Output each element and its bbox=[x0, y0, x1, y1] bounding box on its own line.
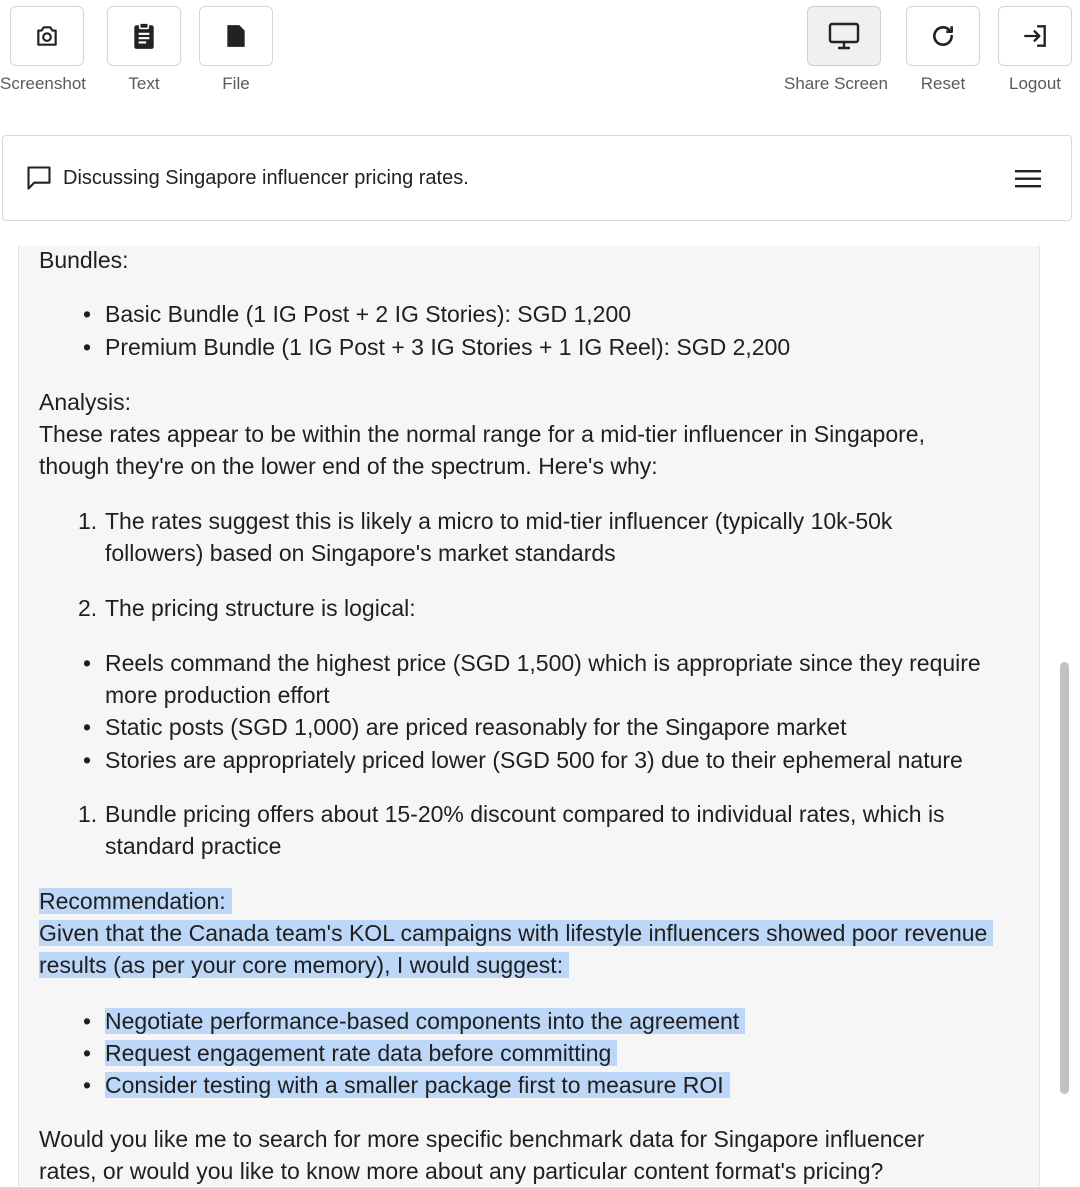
text-label: Text bbox=[128, 74, 160, 93]
bullet-dot: • bbox=[83, 301, 92, 327]
recommendation-line bbox=[39, 949, 569, 981]
screenshot-tool[interactable] bbox=[0, 6, 86, 94]
analysis-line: though they're on the lower end of the spectrum. Here's why: bbox=[39, 453, 658, 479]
file-button[interactable] bbox=[199, 6, 273, 66]
refresh-icon bbox=[930, 23, 956, 49]
list-number: 1. bbox=[78, 801, 98, 827]
analysis-line: These rates appear to be within the normal range for a mid-tier influencer in Singapore, bbox=[39, 421, 925, 447]
hamburger-menu-icon[interactable] bbox=[1015, 168, 1043, 190]
analysis-point: The rates suggest this is likely a micro to mid-tier influencer (typically 10k-50k bbox=[105, 508, 893, 534]
bullet-dot: • bbox=[83, 650, 92, 676]
file-icon bbox=[225, 23, 247, 49]
selected-text: Given that the Canada team's KOL campaigns with lifestyle influencers showed poor revenue bbox=[39, 920, 993, 946]
logout-icon bbox=[1021, 23, 1049, 49]
bullet-dot: • bbox=[83, 714, 92, 740]
chat-header bbox=[2, 135, 1072, 221]
screenshot-button[interactable] bbox=[10, 6, 84, 66]
suggestion-item bbox=[105, 1069, 730, 1101]
analysis-point: followers) based on Singapore's market standards bbox=[105, 540, 616, 566]
pricing-item: Static posts (SGD 1,000) are priced reasonably for the Singapore market bbox=[105, 714, 847, 740]
share-screen-tool[interactable] bbox=[784, 6, 888, 94]
scrollbar-thumb[interactable] bbox=[1060, 662, 1069, 1094]
bullet-dot: • bbox=[83, 334, 92, 360]
toolbar bbox=[0, 0, 1080, 120]
analysis-heading: Analysis: bbox=[39, 389, 132, 415]
file-label: File bbox=[222, 74, 250, 93]
analysis-point: standard practice bbox=[105, 833, 282, 859]
logout-tool[interactable] bbox=[998, 6, 1072, 94]
selected-text: Consider testing with a smaller package first to measure ROI bbox=[105, 1072, 730, 1098]
bullet-dot: • bbox=[83, 1008, 92, 1034]
closing-line: Would you like me to search for more specific benchmark data for Singapore influencer bbox=[39, 1126, 925, 1152]
logout-button[interactable] bbox=[998, 6, 1072, 66]
selected-text: Recommendation: bbox=[39, 888, 232, 914]
logout-label: Logout bbox=[1009, 74, 1061, 93]
bullet-dot: • bbox=[83, 1040, 92, 1066]
list-number: 1. bbox=[78, 508, 98, 534]
recommendation-line bbox=[39, 917, 993, 949]
share-screen-label: Share Screen bbox=[784, 74, 888, 93]
bullet-dot: • bbox=[83, 1072, 92, 1098]
text-tool[interactable] bbox=[107, 6, 181, 94]
reset-button[interactable] bbox=[906, 6, 980, 66]
selected-text: results (as per your core memory), I would suggest: bbox=[39, 952, 569, 978]
bundle-item: Premium Bundle (1 IG Post + 3 IG Stories + 1 IG Reel): SGD 2,200 bbox=[105, 334, 791, 360]
share-screen-button[interactable] bbox=[807, 6, 881, 66]
suggestion-item bbox=[105, 1005, 745, 1037]
list-number: 2. bbox=[78, 595, 98, 621]
analysis-point: Bundle pricing offers about 15-20% discount compared to individual rates, which is bbox=[105, 801, 945, 827]
reset-tool[interactable] bbox=[906, 6, 980, 94]
file-tool[interactable] bbox=[199, 6, 273, 94]
chat-title: Discussing Singapore influencer pricing rates. bbox=[63, 167, 469, 189]
camera-icon bbox=[34, 23, 60, 49]
selected-text: Request engagement rate data before committing bbox=[105, 1040, 617, 1066]
bullet-dot: • bbox=[83, 747, 92, 773]
analysis-point: The pricing structure is logical: bbox=[105, 595, 416, 621]
pricing-item: Stories are appropriately priced lower (SGD 500 for 3) due to their ephemeral nature bbox=[105, 747, 963, 773]
clipboard-icon bbox=[131, 22, 157, 50]
screenshot-label: Screenshot bbox=[0, 74, 86, 93]
closing-line: rates, or would you like to know more about any particular content format's pricing? bbox=[39, 1158, 884, 1184]
bundles-heading: Bundles: bbox=[39, 247, 129, 273]
chat-bubble-icon bbox=[25, 164, 53, 192]
selected-text: Negotiate performance-based components into the agreement bbox=[105, 1008, 745, 1034]
monitor-icon bbox=[828, 22, 860, 50]
bundle-item: Basic Bundle (1 IG Post + 2 IG Stories): SGD 1,200 bbox=[105, 301, 632, 327]
pricing-item: Reels command the highest price (SGD 1,500) which is appropriate since they require bbox=[105, 650, 981, 676]
reset-label: Reset bbox=[920, 74, 966, 93]
text-button[interactable] bbox=[107, 6, 181, 66]
recommendation-heading bbox=[39, 885, 232, 917]
pricing-item: more production effort bbox=[105, 682, 330, 708]
suggestion-item bbox=[105, 1037, 617, 1069]
